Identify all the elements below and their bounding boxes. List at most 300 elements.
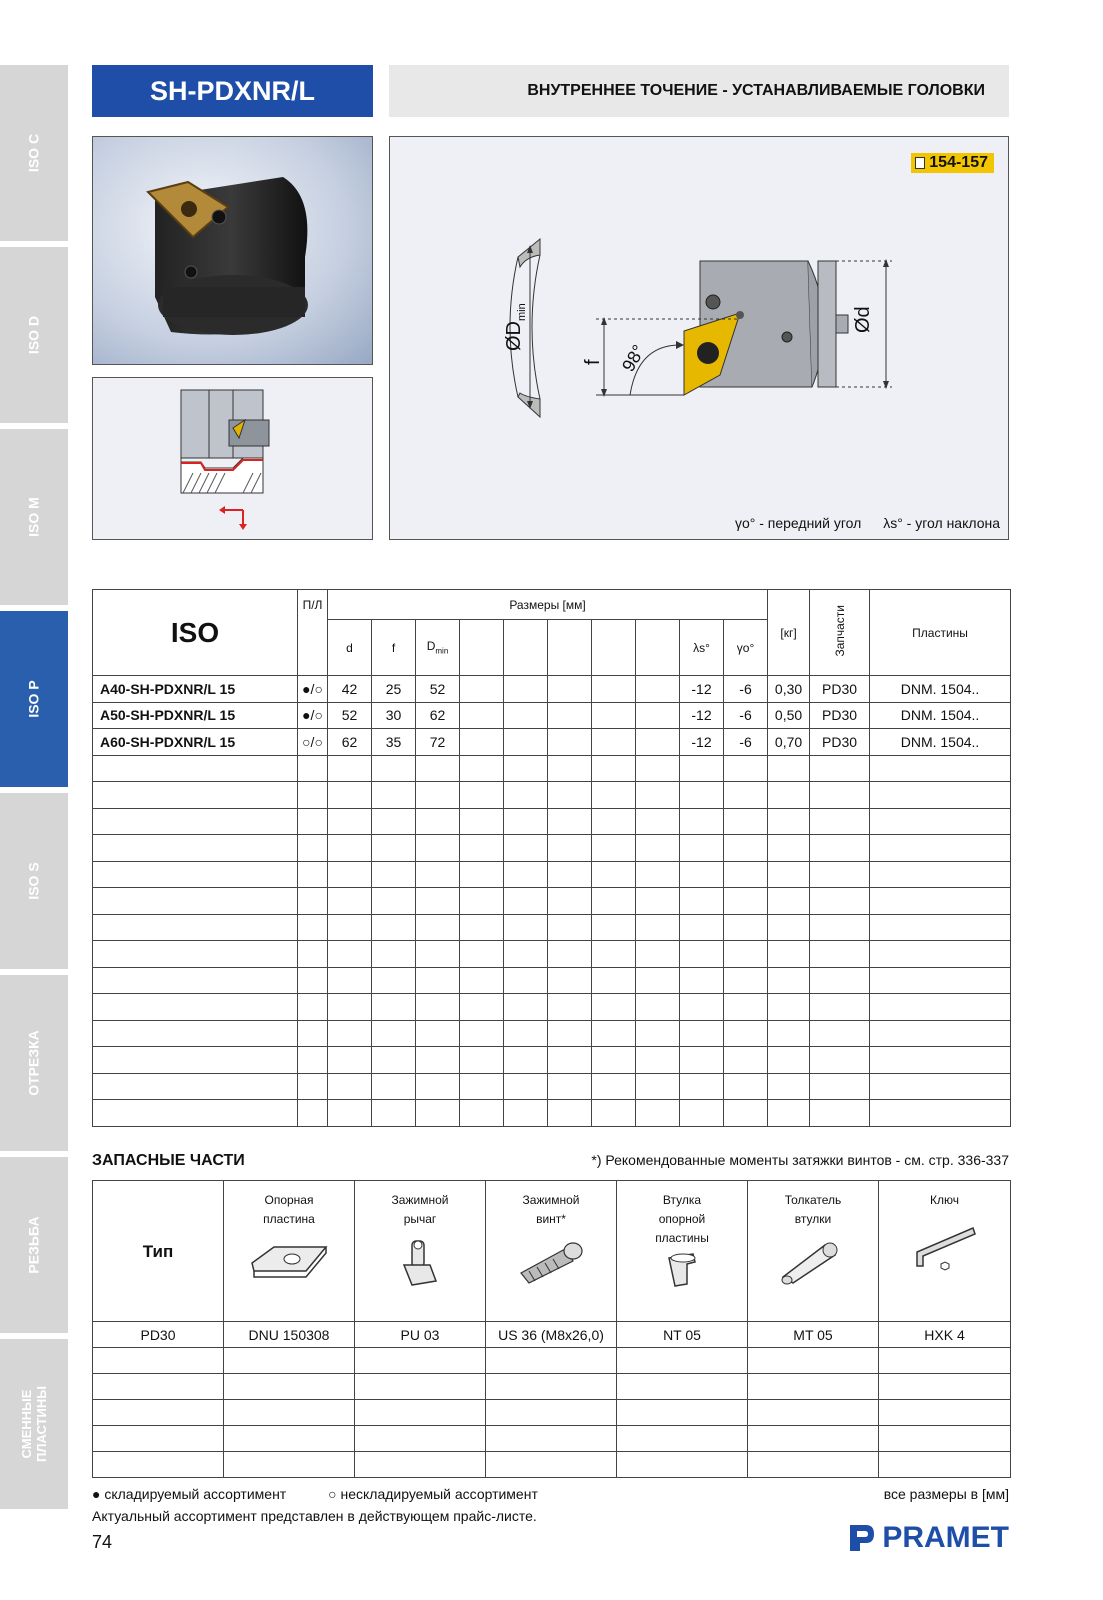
- spare-parts-column-header: [810, 590, 870, 676]
- support-plate-icon: [244, 1235, 334, 1285]
- sleeve-code: NT 05: [617, 1322, 748, 1348]
- empty-cell: [328, 1047, 372, 1074]
- empty-cell: [328, 1020, 372, 1047]
- empty-cell: [416, 782, 460, 809]
- header-line: втулки: [794, 1212, 832, 1226]
- empty-cell: [724, 941, 768, 968]
- empty-cell: [372, 967, 416, 994]
- empty-cell: [460, 782, 504, 809]
- empty-cell: [328, 1073, 372, 1100]
- side-tab-iso-d[interactable]: [0, 247, 68, 426]
- empty-cell: [680, 755, 724, 782]
- empty-cell: [592, 808, 636, 835]
- empty-cell: [724, 755, 768, 782]
- empty-cell: [93, 1348, 224, 1374]
- empty-cell: [460, 676, 504, 703]
- empty-cell: [93, 941, 298, 968]
- units-note: все размеры в [мм]: [883, 1486, 1009, 1502]
- dmin-label-sub: min: [516, 303, 528, 321]
- clamp-lever-code: PU 03: [355, 1322, 486, 1348]
- side-tab-label: ISO D: [25, 315, 42, 355]
- empty-cell: [504, 888, 548, 915]
- header-line: Зажимной: [522, 1193, 580, 1207]
- empty-cell: [460, 888, 504, 915]
- empty-cell: [486, 1452, 617, 1478]
- empty-cell: [504, 1100, 548, 1127]
- empty-cell: [548, 941, 592, 968]
- empty-cell: [355, 1348, 486, 1374]
- empty-cell: [224, 1348, 355, 1374]
- empty-cell: [592, 782, 636, 809]
- d-dimension-label: Ød: [852, 306, 874, 333]
- empty-cell: [328, 914, 372, 941]
- empty-cell: [768, 861, 810, 888]
- empty-table-row: [93, 967, 1011, 994]
- empty-cell: [768, 941, 810, 968]
- empty-table-row: [93, 808, 1011, 835]
- empty-header: [460, 620, 504, 676]
- empty-cell: [298, 914, 328, 941]
- empty-cell: [636, 888, 680, 915]
- empty-cell: [870, 835, 1011, 862]
- empty-cell: [416, 755, 460, 782]
- empty-cell: [504, 1073, 548, 1100]
- product-table: [92, 589, 1011, 1127]
- empty-cell: [93, 1047, 298, 1074]
- empty-cell: [724, 1073, 768, 1100]
- empty-table-row: [93, 861, 1011, 888]
- insert-value: DNM. 1504..: [870, 729, 1011, 756]
- empty-cell: [810, 994, 870, 1021]
- empty-cell: [636, 941, 680, 968]
- support-plate-code: DNU 150308: [224, 1322, 355, 1348]
- header-line: Зажимной: [391, 1193, 449, 1207]
- empty-cell: [298, 1073, 328, 1100]
- empty-cell: [298, 888, 328, 915]
- empty-cell: [636, 914, 680, 941]
- d-value: 52: [328, 702, 372, 729]
- empty-cell: [504, 755, 548, 782]
- d-column-header: d: [328, 620, 372, 676]
- empty-table-row: [93, 914, 1011, 941]
- empty-table-row: [93, 755, 1011, 782]
- dmin-column-header: [416, 620, 460, 676]
- side-tab-iso-m[interactable]: [0, 429, 68, 608]
- side-tab-iso-s[interactable]: [0, 793, 68, 972]
- empty-cell: [224, 1374, 355, 1400]
- empty-cell: [504, 782, 548, 809]
- empty-cell: [372, 941, 416, 968]
- empty-cell: [636, 782, 680, 809]
- sleeve-header: [617, 1181, 748, 1322]
- pusher-icon: [773, 1235, 853, 1285]
- empty-cell: [548, 702, 592, 729]
- brand-logo: [848, 1522, 1009, 1554]
- empty-cell: [748, 1452, 879, 1478]
- stock-legend: [92, 1486, 576, 1502]
- sleeve-icon: [657, 1250, 707, 1290]
- empty-cell: [504, 967, 548, 994]
- empty-cell: [460, 729, 504, 756]
- dmin-dimension-label: [503, 303, 528, 351]
- assortment-note: Актуальный ассортимент представлен в действующем прайс-листе.: [92, 1508, 537, 1524]
- clamp-screw-icon: [511, 1235, 591, 1285]
- empty-table-row: [93, 782, 1011, 809]
- empty-cell: [724, 1047, 768, 1074]
- empty-cell: [768, 888, 810, 915]
- empty-cell: [768, 782, 810, 809]
- pl-availability: ●/○: [298, 676, 328, 703]
- header-line: опорной: [658, 1212, 706, 1226]
- clamp-screw-header: [486, 1181, 617, 1322]
- empty-cell: [372, 808, 416, 835]
- weight-column-header: [кг]: [768, 590, 810, 676]
- empty-cell: [680, 1020, 724, 1047]
- empty-cell: [372, 861, 416, 888]
- pusher-code: MT 05: [748, 1322, 879, 1348]
- header-line: Толкатель: [784, 1193, 842, 1207]
- empty-cell: [592, 1073, 636, 1100]
- empty-cell: [328, 782, 372, 809]
- empty-cell: [724, 888, 768, 915]
- brand-name: PRAMET: [882, 1521, 1009, 1554]
- inclination-angle-legend: λs° - угол наклона: [883, 515, 1000, 531]
- tool-dimension-drawing: [390, 137, 1008, 539]
- empty-cell: [372, 755, 416, 782]
- empty-cell: [548, 808, 592, 835]
- rake-angle-legend: γo° - передний угол: [734, 515, 862, 531]
- empty-cell: [460, 861, 504, 888]
- empty-cell: [460, 1047, 504, 1074]
- page-title: SH-PDXNR/L: [92, 65, 373, 117]
- empty-cell: [680, 967, 724, 994]
- empty-cell: [93, 1426, 224, 1452]
- empty-cell: [460, 1073, 504, 1100]
- weight-value: 0,30: [768, 676, 810, 703]
- empty-cell: [548, 1073, 592, 1100]
- empty-cell: [486, 1348, 617, 1374]
- lambda-value: -12: [680, 729, 724, 756]
- empty-cell: [460, 755, 504, 782]
- pl-availability: ●/○: [298, 702, 328, 729]
- f-dimension-label: f: [582, 359, 604, 365]
- empty-cell: [724, 1020, 768, 1047]
- empty-cell: [768, 755, 810, 782]
- empty-cell: [592, 1100, 636, 1127]
- empty-cell: [810, 782, 870, 809]
- empty-cell: [504, 1020, 548, 1047]
- empty-spare-row: [93, 1374, 1011, 1400]
- empty-cell: [372, 1073, 416, 1100]
- weight-value: 0,70: [768, 729, 810, 756]
- empty-cell: [768, 1073, 810, 1100]
- empty-cell: [680, 1073, 724, 1100]
- empty-cell: [416, 835, 460, 862]
- table-row: [93, 702, 1011, 729]
- empty-cell: [592, 1047, 636, 1074]
- empty-cell: [93, 888, 298, 915]
- dmin-header-sub: min: [435, 646, 449, 656]
- weight-value: 0,50: [768, 702, 810, 729]
- empty-cell: [93, 808, 298, 835]
- empty-cell: [328, 755, 372, 782]
- empty-cell: [870, 914, 1011, 941]
- empty-cell: [328, 1100, 372, 1127]
- empty-cell: [548, 967, 592, 994]
- empty-cell: [93, 1374, 224, 1400]
- empty-cell: [548, 676, 592, 703]
- empty-cell: [768, 1100, 810, 1127]
- empty-cell: [416, 941, 460, 968]
- hex-key-icon: [905, 1222, 985, 1282]
- side-tab-label: ОТРЕЗКА: [25, 1030, 42, 1096]
- stock-legend-item: ● складируемый ассортимент: [92, 1486, 287, 1502]
- spare-parts-value: PD30: [810, 676, 870, 703]
- header-line: винт*: [536, 1212, 566, 1226]
- header-line: Опорная: [264, 1193, 314, 1207]
- empty-header: [548, 620, 592, 676]
- gamma-column-header: γo°: [724, 620, 768, 676]
- empty-cell: [416, 861, 460, 888]
- empty-cell: [372, 1020, 416, 1047]
- dimensions-header: Размеры [мм]: [328, 590, 768, 620]
- empty-cell: [93, 1452, 224, 1478]
- table-row: [93, 1322, 1011, 1348]
- empty-cell: [810, 1047, 870, 1074]
- order-code: A40-SH-PDXNR/L 15: [93, 676, 298, 703]
- side-tab-iso-c[interactable]: [0, 65, 68, 244]
- support-plate-header: [224, 1181, 355, 1322]
- empty-cell: [355, 1452, 486, 1478]
- spare-parts-value: PD30: [810, 702, 870, 729]
- empty-cell: [298, 755, 328, 782]
- hex-key-code: HXK 4: [879, 1322, 1011, 1348]
- d-value: 62: [328, 729, 372, 756]
- spare-type: PD30: [93, 1322, 224, 1348]
- empty-cell: [617, 1426, 748, 1452]
- empty-cell: [372, 835, 416, 862]
- empty-spare-row: [93, 1452, 1011, 1478]
- empty-cell: [748, 1400, 879, 1426]
- empty-spare-row: [93, 1426, 1011, 1452]
- table-row: [93, 729, 1011, 756]
- side-tab-parting[interactable]: [0, 975, 68, 1154]
- page-reference-text: 154-157: [929, 154, 988, 171]
- empty-cell: [879, 1374, 1011, 1400]
- empty-cell: [328, 808, 372, 835]
- f-value: 30: [372, 702, 416, 729]
- empty-cell: [416, 914, 460, 941]
- empty-cell: [504, 676, 548, 703]
- empty-table-row: [93, 994, 1011, 1021]
- empty-cell: [328, 967, 372, 994]
- f-value: 35: [372, 729, 416, 756]
- pl-availability: ○/○: [298, 729, 328, 756]
- empty-cell: [724, 782, 768, 809]
- spare-parts-header-text: Запчасти: [832, 605, 847, 657]
- empty-cell: [810, 914, 870, 941]
- empty-cell: [328, 994, 372, 1021]
- empty-cell: [768, 914, 810, 941]
- empty-cell: [592, 755, 636, 782]
- empty-cell: [93, 755, 298, 782]
- empty-cell: [592, 861, 636, 888]
- empty-cell: [810, 755, 870, 782]
- table-row: [93, 676, 1011, 703]
- empty-cell: [548, 914, 592, 941]
- empty-cell: [548, 782, 592, 809]
- angle-legend: [717, 515, 1000, 531]
- empty-cell: [416, 994, 460, 1021]
- empty-cell: [870, 861, 1011, 888]
- empty-cell: [93, 782, 298, 809]
- order-code: A50-SH-PDXNR/L 15: [93, 702, 298, 729]
- empty-cell: [486, 1400, 617, 1426]
- empty-cell: [224, 1452, 355, 1478]
- empty-cell: [810, 1100, 870, 1127]
- dmin-header-text: D: [426, 639, 436, 654]
- side-tab-label: ISO C: [25, 133, 42, 173]
- empty-cell: [680, 914, 724, 941]
- empty-cell: [504, 702, 548, 729]
- empty-cell: [680, 1047, 724, 1074]
- iso-column-header: ISO: [93, 590, 298, 676]
- empty-cell: [748, 1348, 879, 1374]
- empty-cell: [548, 861, 592, 888]
- empty-cell: [724, 967, 768, 994]
- empty-cell: [592, 967, 636, 994]
- empty-cell: [768, 808, 810, 835]
- empty-cell: [879, 1452, 1011, 1478]
- empty-cell: [372, 1047, 416, 1074]
- empty-cell: [870, 888, 1011, 915]
- empty-cell: [224, 1400, 355, 1426]
- empty-cell: [810, 1073, 870, 1100]
- empty-cell: [724, 861, 768, 888]
- empty-cell: [870, 808, 1011, 835]
- empty-cell: [416, 1073, 460, 1100]
- empty-cell: [680, 1100, 724, 1127]
- gamma-value: -6: [724, 702, 768, 729]
- empty-cell: [504, 808, 548, 835]
- empty-cell: [592, 994, 636, 1021]
- empty-cell: [460, 994, 504, 1021]
- type-column-header: Тип: [93, 1181, 224, 1322]
- empty-cell: [724, 1100, 768, 1127]
- empty-cell: [372, 782, 416, 809]
- side-tab-inserts[interactable]: [0, 1339, 68, 1512]
- empty-cell: [768, 1047, 810, 1074]
- empty-cell: [504, 994, 548, 1021]
- empty-cell: [416, 808, 460, 835]
- empty-cell: [486, 1374, 617, 1400]
- empty-cell: [768, 994, 810, 1021]
- empty-cell: [504, 914, 548, 941]
- empty-cell: [680, 861, 724, 888]
- empty-cell: [810, 808, 870, 835]
- empty-cell: [768, 1020, 810, 1047]
- empty-cell: [93, 914, 298, 941]
- empty-cell: [617, 1348, 748, 1374]
- empty-cell: [548, 1020, 592, 1047]
- empty-cell: [548, 1100, 592, 1127]
- spare-parts-title: ЗАПАСНЫЕ ЧАСТИ: [92, 1152, 245, 1169]
- empty-table-row: [93, 888, 1011, 915]
- empty-cell: [636, 861, 680, 888]
- empty-cell: [617, 1374, 748, 1400]
- empty-cell: [548, 755, 592, 782]
- empty-cell: [298, 994, 328, 1021]
- empty-cell: [748, 1374, 879, 1400]
- empty-cell: [328, 861, 372, 888]
- order-code: A60-SH-PDXNR/L 15: [93, 729, 298, 756]
- empty-cell: [298, 967, 328, 994]
- side-tab-threading[interactable]: [0, 1157, 68, 1336]
- empty-cell: [93, 967, 298, 994]
- empty-cell: [416, 888, 460, 915]
- empty-cell: [93, 1020, 298, 1047]
- insert-value: DNM. 1504..: [870, 702, 1011, 729]
- empty-cell: [328, 941, 372, 968]
- empty-table-row: [93, 835, 1011, 862]
- page-subtitle: ВНУТРЕННЕЕ ТОЧЕНИЕ - УСТАНАВЛИВАЕМЫЕ ГОЛОВКИ: [389, 65, 1009, 117]
- f-value: 25: [372, 676, 416, 703]
- side-tab-iso-p[interactable]: [0, 611, 68, 790]
- clamp-lever-icon: [390, 1235, 450, 1291]
- empty-cell: [460, 914, 504, 941]
- side-tab-label: ISO S: [25, 862, 42, 900]
- empty-cell: [870, 782, 1011, 809]
- empty-cell: [548, 1047, 592, 1074]
- pusher-header: [748, 1181, 879, 1322]
- empty-cell: [724, 835, 768, 862]
- empty-cell: [636, 702, 680, 729]
- empty-table-rows: [93, 755, 1011, 1126]
- dmin-value: 62: [416, 702, 460, 729]
- dmin-value: 52: [416, 676, 460, 703]
- technical-drawing: [389, 136, 1009, 540]
- empty-cell: [224, 1426, 355, 1452]
- side-tab-label: РЕЗЬБА: [25, 1216, 42, 1274]
- header-line: пластины: [655, 1231, 709, 1245]
- empty-header: [636, 620, 680, 676]
- empty-table-row: [93, 1047, 1011, 1074]
- empty-cell: [636, 729, 680, 756]
- side-tab-label: ISO M: [25, 497, 42, 537]
- empty-cell: [355, 1400, 486, 1426]
- empty-cell: [768, 967, 810, 994]
- f-column-header: f: [372, 620, 416, 676]
- empty-cell: [870, 1073, 1011, 1100]
- empty-cell: [298, 782, 328, 809]
- dmin-value: 72: [416, 729, 460, 756]
- empty-cell: [298, 1047, 328, 1074]
- empty-cell: [870, 1020, 1011, 1047]
- empty-cell: [504, 861, 548, 888]
- empty-cell: [724, 994, 768, 1021]
- empty-cell: [328, 888, 372, 915]
- empty-cell: [636, 808, 680, 835]
- empty-cell: [298, 808, 328, 835]
- header-line: Втулка: [662, 1193, 702, 1207]
- spare-parts-value: PD30: [810, 729, 870, 756]
- spare-parts-table: [92, 1180, 1011, 1478]
- gamma-value: -6: [724, 676, 768, 703]
- empty-cell: [592, 702, 636, 729]
- empty-cell: [680, 941, 724, 968]
- empty-cell: [460, 1020, 504, 1047]
- tool-head-image: [93, 137, 372, 364]
